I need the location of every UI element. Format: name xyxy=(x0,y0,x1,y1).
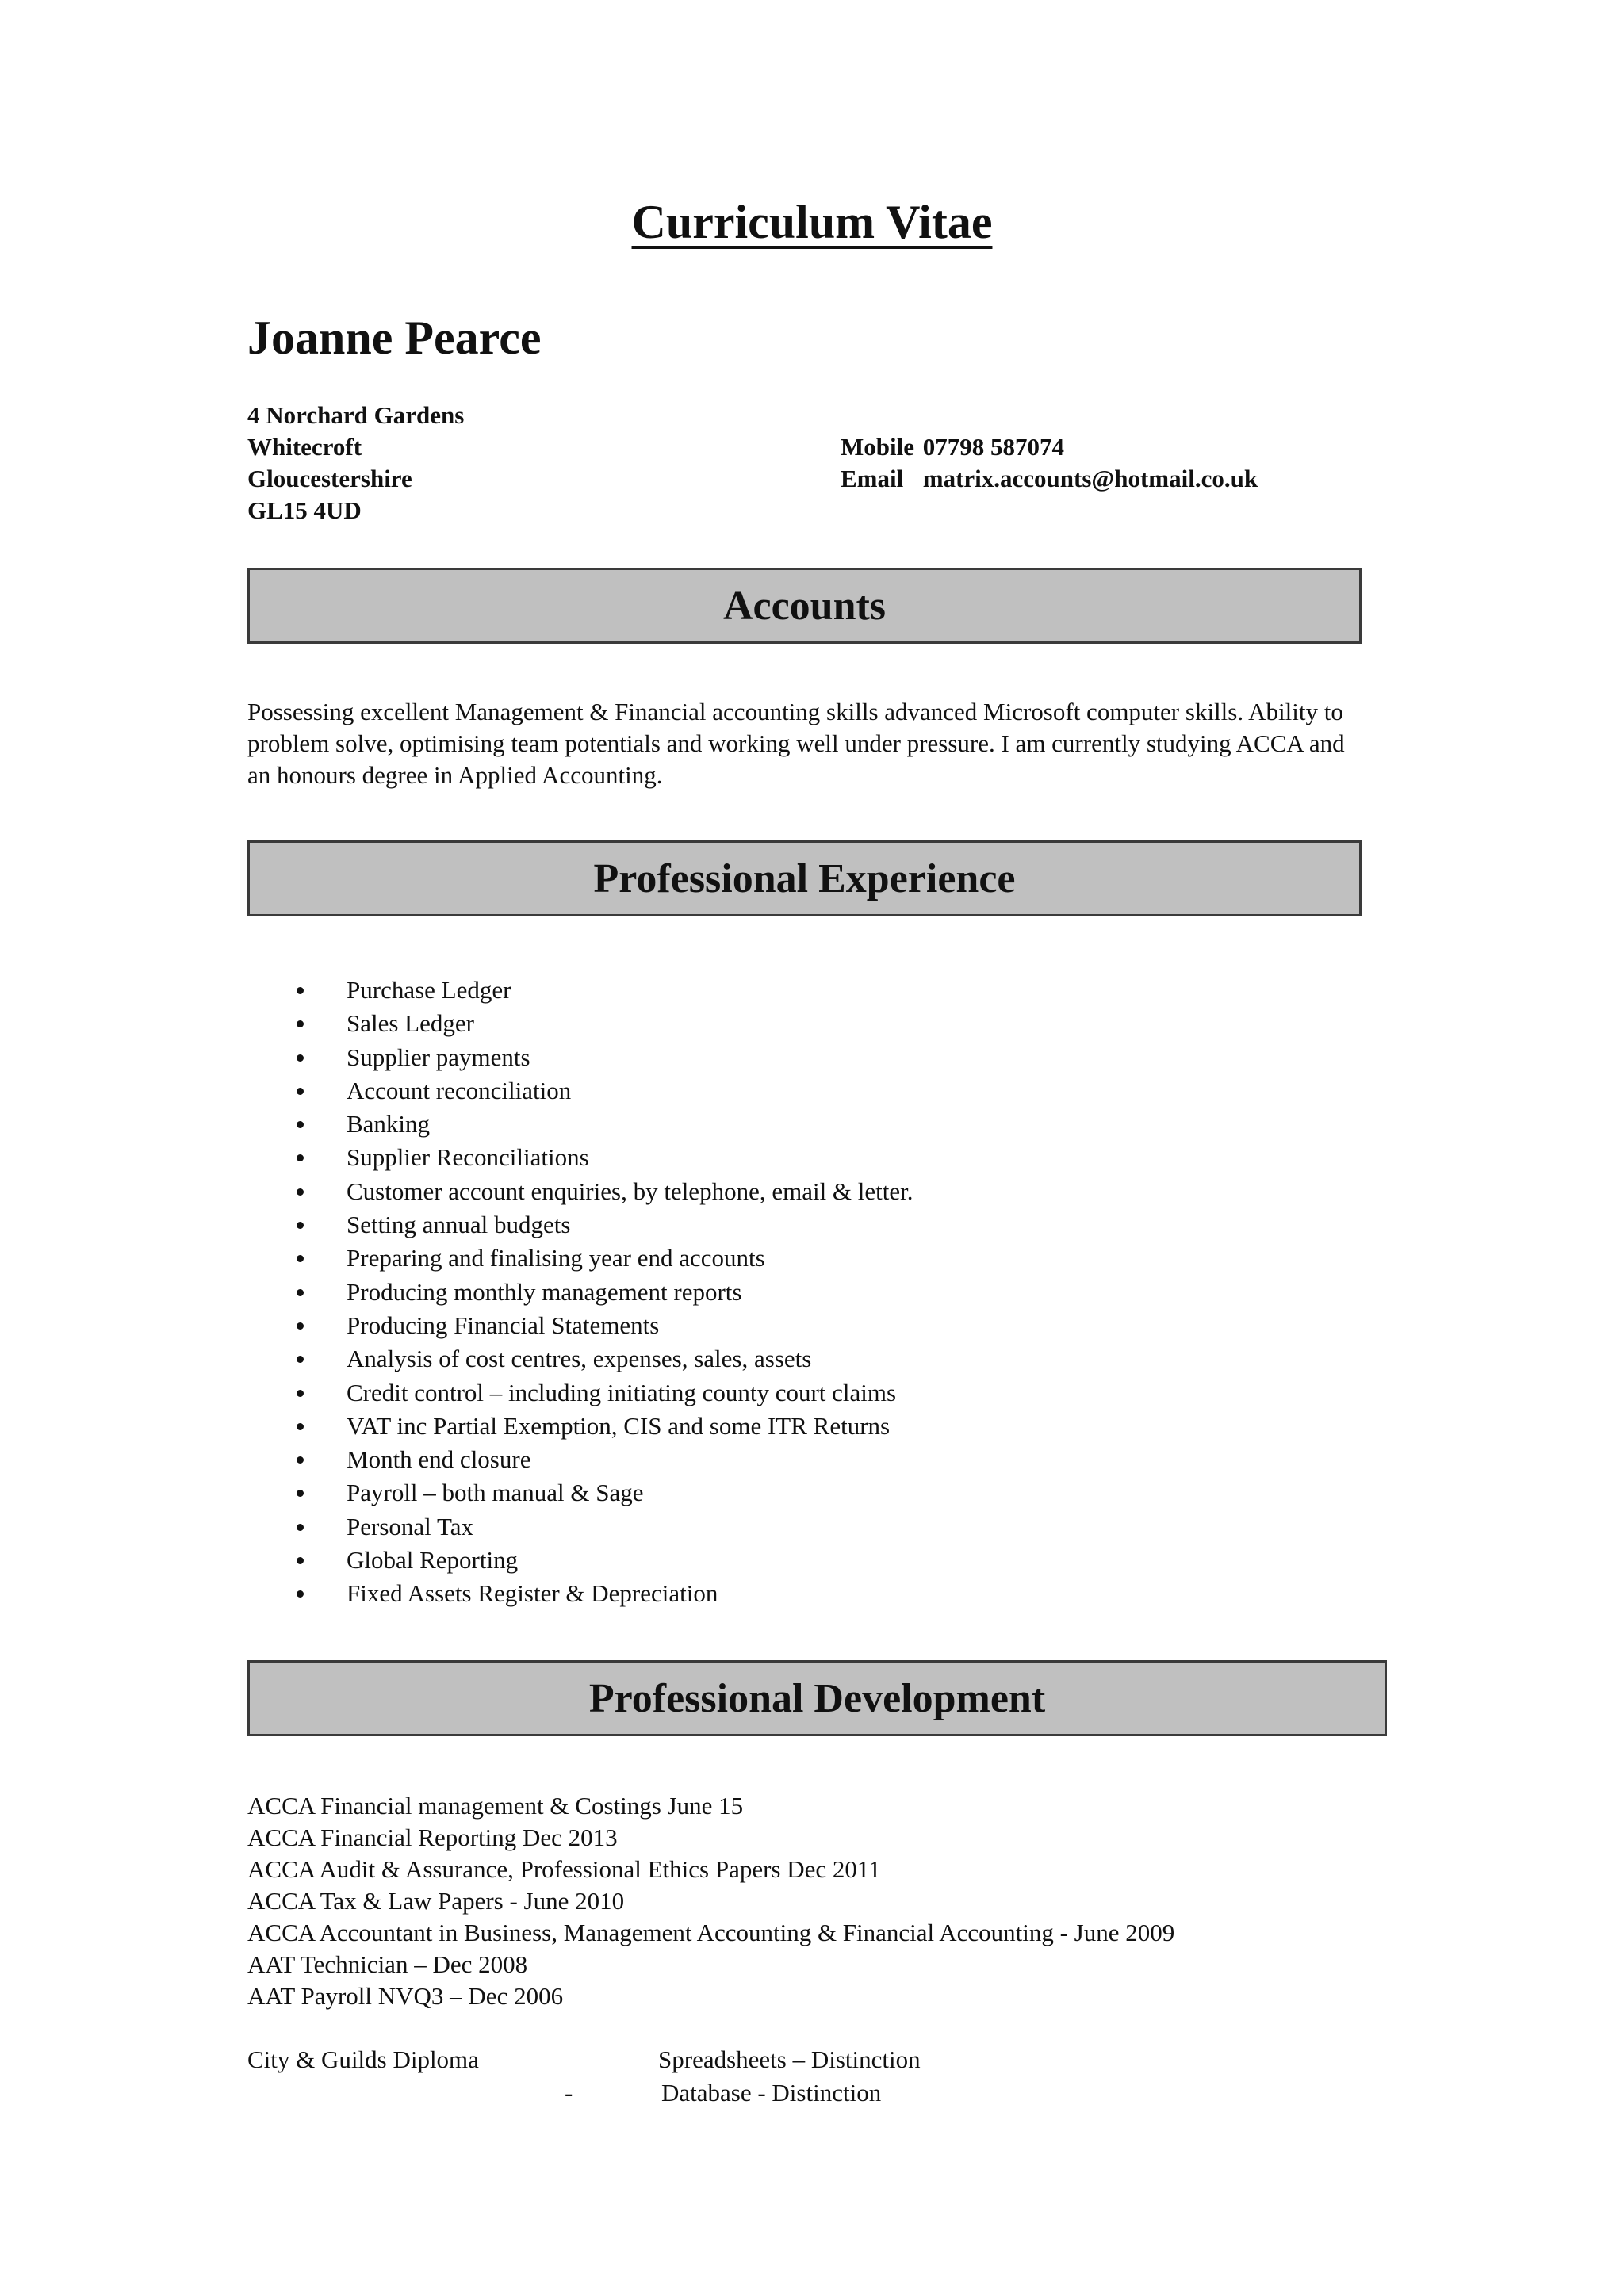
bullet-icon xyxy=(297,1255,304,1262)
list-item: Fixed Assets Register & Depreciation xyxy=(247,1577,914,1610)
list-item: Personal Tax xyxy=(247,1510,914,1544)
bullet-icon xyxy=(297,1557,304,1564)
bullet-icon xyxy=(297,1154,304,1161)
bullet-icon xyxy=(297,1590,304,1598)
qualification-line: ACCA Accountant in Business, Management Accounting & Financial Accounting - June 2009 xyxy=(247,1919,1175,1946)
list-item: Supplier Reconciliations xyxy=(247,1141,914,1174)
email-row xyxy=(841,463,1258,495)
list-item: Customer account enquiries, by telephone, email & letter. xyxy=(247,1175,914,1208)
list-item: Producing Financial Statements xyxy=(247,1309,914,1342)
list-item: Global Reporting xyxy=(247,1544,914,1577)
address-line-1: 4 Norchard Gardens xyxy=(247,401,465,429)
mobile-row xyxy=(841,431,1258,463)
bullet-icon xyxy=(297,987,304,994)
bullet-icon xyxy=(297,1322,304,1330)
bullet-icon xyxy=(297,1188,304,1196)
qualification-line: ACCA Tax & Law Papers - June 2010 xyxy=(247,1887,625,1915)
development-heading: Professional Development xyxy=(588,1675,1046,1721)
bullet-icon xyxy=(297,1222,304,1229)
bullet-icon xyxy=(297,1423,304,1430)
bullet-icon xyxy=(297,1524,304,1531)
experience-heading: Professional Experience xyxy=(593,855,1016,901)
bullet-icon xyxy=(297,1390,304,1397)
bullet-icon xyxy=(297,1289,304,1296)
address-line-4: GL15 4UD xyxy=(247,496,362,524)
qualification-line: AAT Payroll NVQ3 – Dec 2006 xyxy=(247,1982,564,2010)
bullet-icon xyxy=(297,1121,304,1128)
document-title: Curriculum Vitae xyxy=(631,196,993,248)
list-item: Setting annual budgets xyxy=(247,1208,914,1242)
bullet-icon xyxy=(297,1356,304,1363)
qualification-line: ACCA Audit & Assurance, Professional Ethics Papers Dec 2011 xyxy=(247,1855,881,1883)
qualification-line: ACCA Financial management & Costings June 15 xyxy=(247,1792,744,1820)
city-guilds-dash: - xyxy=(565,2079,573,2107)
list-item: Credit control – including initiating county court claims xyxy=(247,1376,914,1410)
accounts-heading: Accounts xyxy=(722,583,887,629)
address-block xyxy=(247,400,464,526)
city-guilds-item-2: Database - Distinction xyxy=(661,2079,882,2107)
address-line-2: Whitecroft xyxy=(247,433,362,461)
development-list xyxy=(247,1790,1174,2012)
bullet-icon xyxy=(297,1490,304,1497)
list-item: Producing monthly management reports xyxy=(247,1276,914,1309)
section-header-accounts xyxy=(247,568,1362,644)
contact-block xyxy=(841,431,1258,495)
list-item: Banking xyxy=(247,1108,914,1141)
bullet-icon xyxy=(297,1456,304,1464)
list-item: Payroll – both manual & Sage xyxy=(247,1476,914,1510)
section-header-experience xyxy=(247,840,1362,916)
list-item: Month end closure xyxy=(247,1443,914,1476)
accounts-summary: Possessing excellent Management & Financial accounting skills advanced Microsoft computer skills. Ability to problem solve, optimising team potentials and working well under pressure. I am currently studying ACCA and an honours degree in Applied Accounting. xyxy=(247,698,1345,789)
section-header-development xyxy=(247,1660,1387,1736)
list-item: Analysis of cost centres, expenses, sales, assets xyxy=(247,1342,914,1376)
bullet-icon xyxy=(297,1054,304,1062)
list-item: Supplier payments xyxy=(247,1041,914,1074)
qualification-line: AAT Technician – Dec 2008 xyxy=(247,1950,528,1978)
applicant-name: Joanne Pearce xyxy=(247,312,542,364)
list-item: Purchase Ledger xyxy=(247,974,914,1007)
bullet-icon xyxy=(297,1088,304,1095)
mobile-label: Mobile xyxy=(841,433,914,461)
bullet-icon xyxy=(297,1020,304,1027)
address-line-3: Gloucestershire xyxy=(247,465,412,492)
qualification-line: ACCA Financial Reporting Dec 2013 xyxy=(247,1823,618,1851)
mobile-value: 07798 587074 xyxy=(922,433,1064,461)
city-guilds-item-1: Spreadsheets – Distinction xyxy=(658,2045,921,2073)
list-item: Account reconciliation xyxy=(247,1074,914,1108)
email-label: Email xyxy=(841,465,904,492)
email-value: matrix.accounts@hotmail.co.uk xyxy=(922,465,1258,492)
city-guilds-label: City & Guilds Diploma xyxy=(247,2045,479,2073)
list-item: Sales Ledger xyxy=(247,1007,914,1040)
experience-list xyxy=(247,974,914,1611)
list-item: Preparing and finalising year end accounts xyxy=(247,1242,914,1275)
list-item: VAT inc Partial Exemption, CIS and some ITR Returns xyxy=(247,1410,914,1443)
